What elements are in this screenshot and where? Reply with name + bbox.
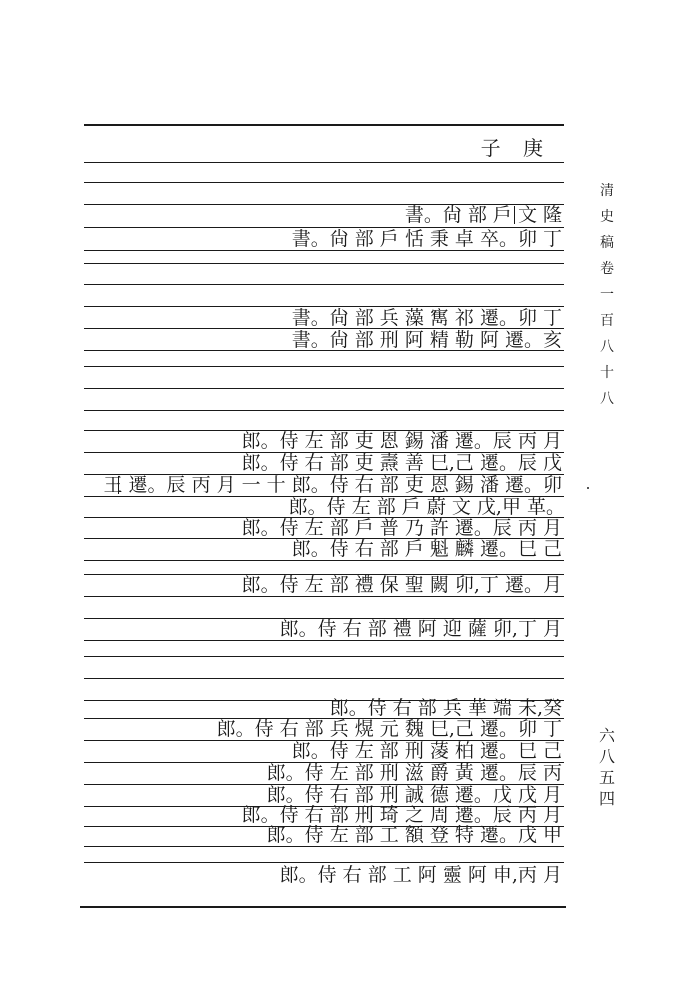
table-row: 郎。侍 右 部 工 阿 靈 阿 申,丙 月 (279, 864, 562, 886)
book-title: 清史稿卷一百八十八 (600, 183, 614, 407)
table-rule (84, 284, 564, 285)
table-rule (84, 162, 564, 163)
table-row: 郎。侍 左 部 工 額 登 特 遷。戊 甲 (266, 824, 562, 846)
table-rule (84, 388, 564, 389)
table-row: 書。尙 部 刑 阿 精 勒 阿 遷。亥 (291, 329, 562, 351)
table-row: 書。尙 部 戶 文 隆 (404, 204, 562, 226)
table-row: 郎。侍 左 部 戶 蔚 文 戊,甲 革。 (288, 496, 565, 518)
table-rule (84, 250, 564, 251)
table-rule (84, 263, 564, 264)
table-row: 王 遷。辰 丙 月 一 十 郎。侍 右 部 吏 恩 錫 潘 遷。卯 (103, 474, 562, 496)
table-rule (84, 656, 564, 657)
table-rule (84, 366, 564, 367)
table-rule (84, 678, 564, 679)
year-header: 子 庚 (480, 136, 551, 160)
table-row: 郎。侍 左 部 戶 普 乃 許 遷。辰 丙 月 (241, 517, 562, 539)
margin-mark (587, 487, 589, 489)
table-row: 郎。侍 左 部 禮 保 聖 闕 卯,丁 遷。月 (241, 574, 562, 596)
table-row: 郎。侍 右 部 刑 誠 德 遷。戊 戊 月 (266, 784, 562, 806)
table-row: 郎。侍 右 部 兵 華 端 未,癸 (329, 697, 562, 719)
table-rule (84, 640, 564, 641)
page-number: 六八五四 (598, 726, 615, 808)
table-row: 郎。侍 右 部 吏 燾 善 巳,己 遷。辰 戊 (241, 452, 562, 474)
table-rule (84, 410, 564, 411)
table-row: 郎。侍 右 部 刑 琦 之 周 遷。辰 丙 月 (241, 804, 562, 826)
table-row: 郎。侍 右 部 戶 魁 麟 遷。巳 己 (291, 538, 562, 560)
table-row: 郎。侍 左 部 刑 蓤 柏 遷。巳 己 (291, 740, 562, 762)
table-top-rule (84, 124, 564, 126)
table-rule (84, 182, 564, 183)
table-row: 書。尙 部 兵 藻 寯 祁 遷。卯 丁 (291, 307, 562, 329)
column-divider (118, 476, 119, 494)
table-rule (84, 862, 564, 863)
table-rule (84, 596, 564, 597)
table-row: 郎。侍 左 部 吏 恩 錫 潘 遷。辰 丙 月 (241, 430, 562, 452)
table-row: 郎。侍 左 部 刑 滋 爵 黃 遷。辰 丙 (266, 762, 562, 784)
table-rule (84, 846, 564, 847)
table-row: 郎。侍 右 部 禮 阿 迎 薩 卯,丁 月 (279, 618, 562, 640)
table-rule (84, 560, 564, 561)
table-bottom-rule (80, 906, 566, 908)
column-divider (514, 206, 515, 224)
table-row: 郎。侍 右 部 兵 熀 元 魏 巳,己 遷。卯 丁 (216, 718, 562, 740)
table-row: 書。尙 部 戶 恬 秉 卓 卒。卯 丁 (291, 228, 562, 250)
